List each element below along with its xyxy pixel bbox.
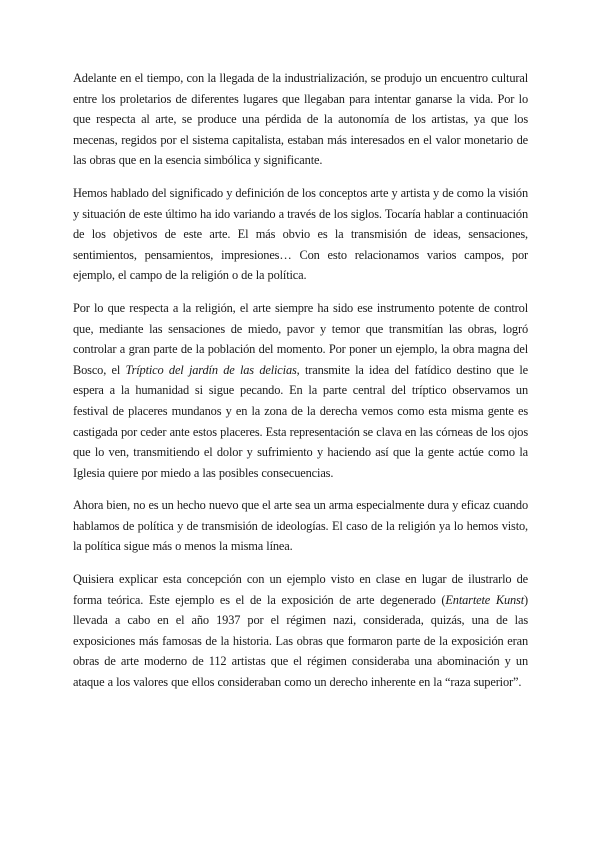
paragraph-religion-text-end: , transmite la idea del fatídico destino que le espera a la humanidad si sigue pecando. En la parte central del tríptico observamos un festival de placeres mundanos y en la zona de la derecha vemos como esta misma gente es castigada por ceder ante estos placeres. Esta representación se clava en las córneas de los ojos que lo ven, transmitiendo el dolor y sufrimiento y haciendo así que la gente actúe como la Iglesia quiere por miedo a las posibles consecuencias.	[73, 362, 528, 480]
paragraph-degenerate-art-text-start: Quisiera explicar esta concepción con un ejemplo visto en clase en lugar de ilustrarlo de forma teórica. Este ejemplo es el de la exposición de arte degenerado (	[73, 572, 528, 607]
paragraph-degenerate-art-text-end: ) llevada a cabo en el año 1937 por el régimen nazi, considerada, quizás, una de las exposiciones más famosas de la historia. Las obras que formaron parte de la exposición eran obras de arte moderno de 112 artistas que el régimen consideraba una abominación y un ataque a los valores que ellos consideraban como un derecho inherente en la “raza superior”.	[73, 592, 528, 690]
paragraph-industrialization: Adelante en el tiempo, con la llegada de la industrialización, se produjo un encuentro cultural entre los proletarios de diferentes lugares que llegaban para intentar ganarse la vida. Por lo que respecta al arte, se produce una pérdida de la autonomía de los artistas, ya que los mecenas, regidos por el sistema capitalista, estaban más interesados en el valor monetario de las obras que en la esencia simbólica y significante.	[73, 71, 528, 168]
exhibition-title-entartete-kunst: Entartete Kunst	[445, 592, 525, 607]
paragraph-art-objectives: Hemos hablado del significado y definición de los conceptos arte y artista y de como la visión y situación de este último ha ido variando a través de los siglos. Tocaría hablar a continuación de los objetivos de este arte. El más obvio es la transmisión de ideas, sensaciones, sentimientos, pensamientos, impresiones… Con esto relacionamos varios campos, por ejemplo, el campo de la religión o de la política.	[73, 185, 529, 283]
paragraph-religion-text-start: Por lo que respecta a la religión, el arte siempre ha sido ese instrumento potente de control que, mediante las sensaciones de miedo, pavor y temor que transmitían las obras, logró controlar a gran parte de la población del momento. Por poner un ejemplo, la obra magna del Bosco, el	[73, 300, 528, 377]
paragraph-degenerate-art	[73, 569, 528, 693]
document-page	[73, 68, 528, 705]
paragraph-politics: Ahora bien, no es un hecho nuevo que el arte sea un arma especialmente dura y eficaz cuando hablamos de política y de transmisión de ideologías. El caso de la religión ya lo hemos visto, la política sigue más o menos la misma línea.	[73, 498, 528, 554]
paragraph-religion	[73, 298, 528, 483]
artwork-title-triptych: Tríptico del jardín de las delicias	[125, 362, 297, 377]
